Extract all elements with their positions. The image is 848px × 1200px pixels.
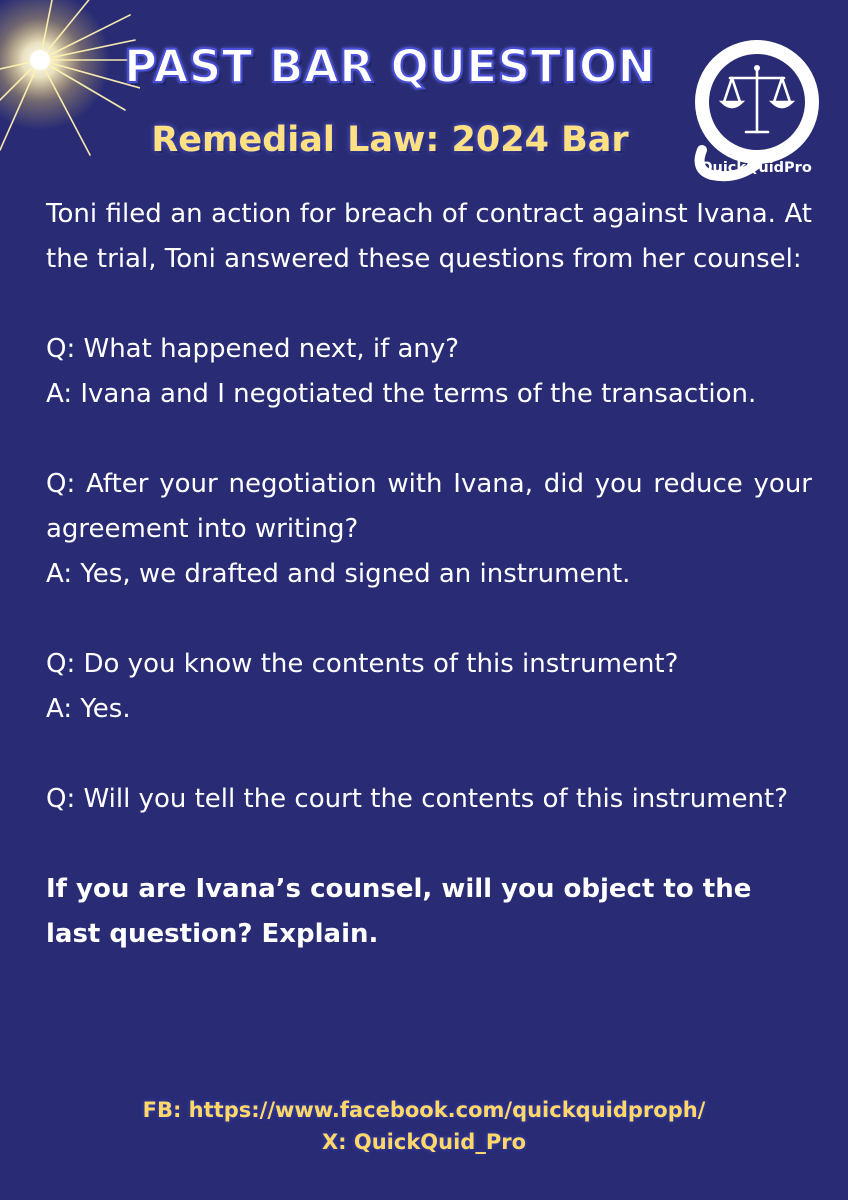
qa1-question: Q: What happened next, if any? bbox=[46, 334, 460, 364]
page-subtitle: Remedial Law: 2024 Bar bbox=[151, 120, 629, 160]
facebook-link[interactable]: FB: https://www.facebook.com/quickquidproph/ bbox=[142, 1098, 706, 1122]
question-body bbox=[46, 192, 812, 957]
logo-brand-name: QuickQuidPro bbox=[700, 160, 812, 176]
qa3-question: Q: Do you know the contents of this instrument? bbox=[46, 649, 679, 679]
page-title: PAST BAR QUESTION bbox=[124, 40, 656, 93]
qa4-question: Q: Will you tell the court the contents of this instrument? bbox=[46, 784, 788, 814]
qa2-question: Q: After your negotiation with Ivana, did you reduce your agreement into writing? bbox=[46, 469, 812, 544]
x-handle[interactable]: X: QuickQuid_Pro bbox=[321, 1130, 527, 1154]
bar-question: If you are Ivana’s counsel, will you object to the last question? Explain. bbox=[46, 874, 752, 949]
qa1-answer: A: Ivana and I negotiated the terms of the transaction. bbox=[46, 379, 757, 409]
intro-paragraph: Toni filed an action for breach of contract against Ivana. At the trial, Toni answered these questions from her counsel: bbox=[46, 199, 812, 274]
qa2-answer: A: Yes, we drafted and signed an instrument. bbox=[46, 559, 631, 589]
footer bbox=[0, 1094, 848, 1158]
qa3-answer: A: Yes. bbox=[46, 694, 131, 724]
